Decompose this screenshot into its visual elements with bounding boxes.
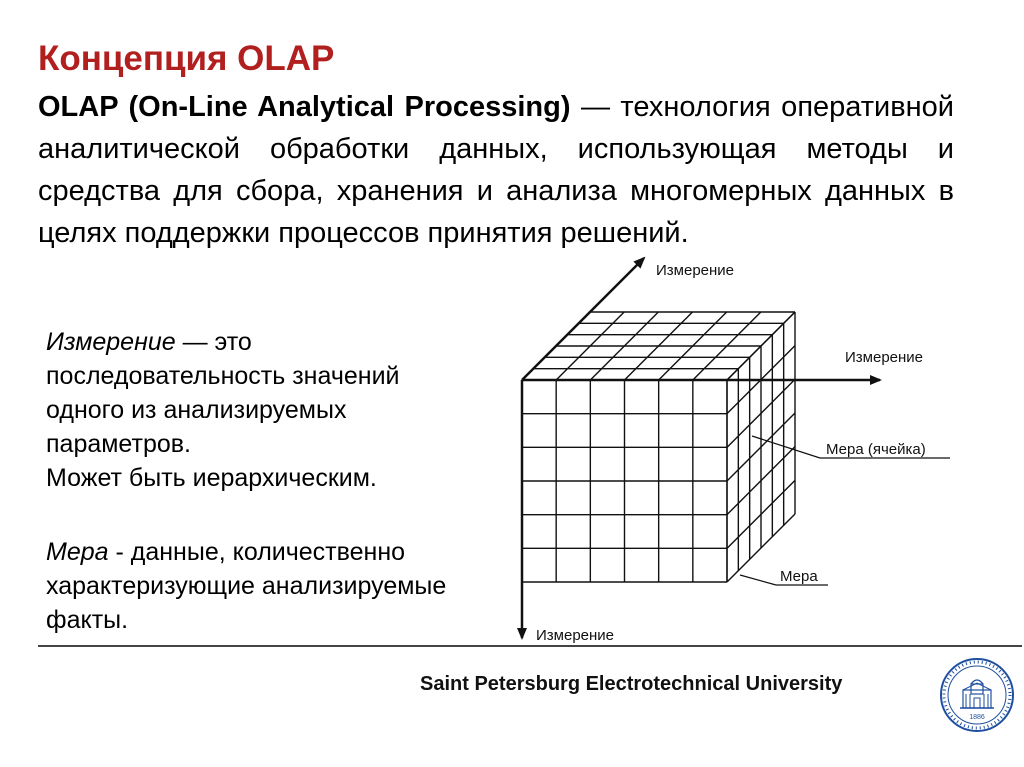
dimension-text: — это последовательность значений одного из анализируемых параметров.	[46, 328, 400, 458]
dimension-term: Измерение	[46, 328, 176, 356]
university-name: Saint Petersburg Electrotechnical University	[420, 673, 843, 695]
measure-text: - данные, количественно характеризующие анализируемые факты.	[46, 538, 447, 634]
label-dimension-right: Измерение	[845, 349, 924, 366]
dimension-axis-depth	[522, 258, 644, 380]
label-measure-cell: Мера (ячейка)	[826, 441, 926, 458]
definition-text: — технология оперативной аналитической обработки данных, использующая методы и средства для сбора, хранения и анализа многомерных данных в целях поддержки процессов принятия решений.	[38, 91, 954, 249]
definition-term: OLAP (On-Line Analytical Processing)	[38, 91, 571, 123]
label-measure: Мера	[780, 568, 818, 585]
label-dimension-top: Измерение	[656, 262, 735, 279]
data-cube	[522, 312, 795, 582]
measure-leader	[740, 575, 776, 585]
slide-title: Концепция OLAP	[38, 39, 335, 78]
measure-term: Мера	[46, 538, 109, 566]
university-logo	[938, 656, 1016, 734]
dimension-note: Может быть иерархическим.	[46, 464, 377, 492]
label-dimension-bottom: Измерение	[536, 627, 615, 644]
svg-text:1886: 1886	[969, 714, 985, 721]
footer-divider	[38, 645, 1022, 647]
